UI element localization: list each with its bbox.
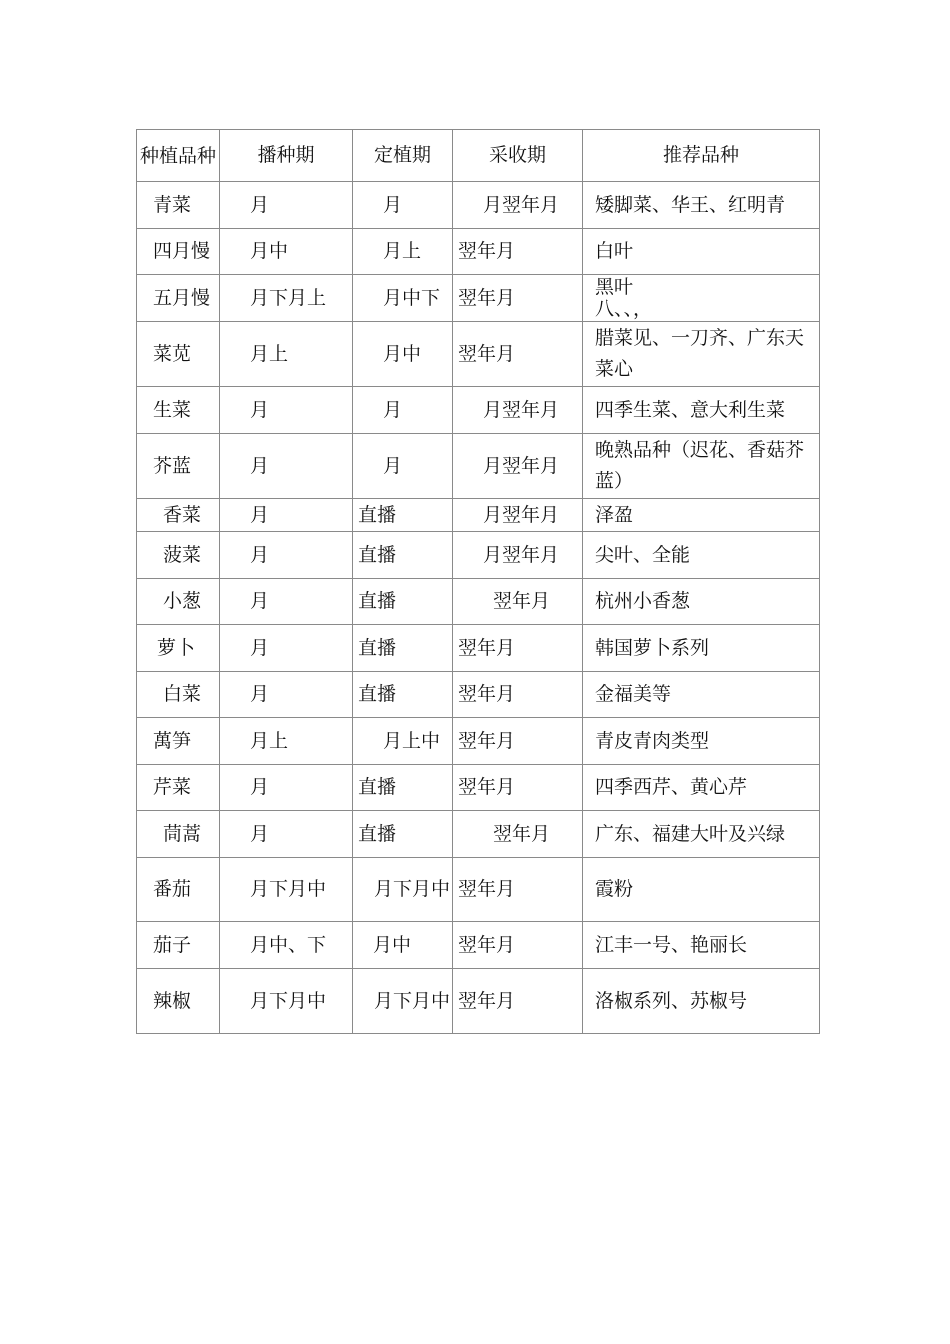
planting-cell: 月中 [353, 922, 453, 969]
planting-cell: 月中下 [353, 275, 453, 322]
planting-cell: 月下月中 [353, 858, 453, 922]
crop-cell: 萬笋 [137, 718, 220, 765]
sowing-cell: 月 [220, 499, 353, 532]
crop-cell: 番茄 [137, 858, 220, 922]
variety-cell: 韩国萝卜系列 [583, 625, 820, 672]
planting-cell: 直播 [353, 672, 453, 718]
variety-cell: 黑叶 八、、， [583, 275, 820, 322]
crop-cell: 菠菜 [137, 532, 220, 579]
sowing-cell: 月上 [220, 322, 353, 387]
harvest-cell: 月翌年月 [453, 499, 583, 532]
planting-cell: 月 [353, 387, 453, 434]
variety-cell: 晚熟品种（迟花、香菇芥蓝） [583, 434, 820, 499]
harvest-cell: 翌年月 [453, 765, 583, 811]
sowing-cell: 月 [220, 532, 353, 579]
crop-cell: 白菜 [137, 672, 220, 718]
crop-cell: 四月慢 [137, 229, 220, 275]
harvest-cell: 月翌年月 [453, 434, 583, 499]
crop-cell: 香菜 [137, 499, 220, 532]
crop-cell: 青菜 [137, 182, 220, 229]
sowing-cell: 月下月中 [220, 969, 353, 1034]
planting-cell: 月上 [353, 229, 453, 275]
harvest-cell: 翌年月 [453, 858, 583, 922]
table-row [137, 718, 820, 765]
planting-cell: 月 [353, 182, 453, 229]
sowing-cell: 月中 [220, 229, 353, 275]
crop-cell: 辣椒 [137, 969, 220, 1034]
variety-cell: 霞粉 [583, 858, 820, 922]
variety-cell: 四季西芹、黄心芹 [583, 765, 820, 811]
sowing-cell: 月 [220, 387, 353, 434]
planting-cell: 月下月中 [353, 969, 453, 1034]
table-row [137, 969, 820, 1034]
table-row [137, 579, 820, 625]
sowing-cell: 月 [220, 625, 353, 672]
header-planting: 定植期 [353, 130, 453, 182]
variety-cell: 广东、福建大叶及兴绿 [583, 811, 820, 858]
planting-cell: 直播 [353, 811, 453, 858]
variety-cell: 四季生菜、意大利生菜 [583, 387, 820, 434]
header-variety: 推荐品种 [583, 130, 820, 182]
variety-cell: 泽盈 [583, 499, 820, 532]
harvest-cell: 翌年月 [453, 625, 583, 672]
sowing-cell: 月下月上 [220, 275, 353, 322]
crop-cell: 萝卜 [137, 625, 220, 672]
harvest-cell: 月翌年月 [453, 532, 583, 579]
sowing-cell: 月 [220, 579, 353, 625]
sowing-cell: 月上 [220, 718, 353, 765]
planting-cell: 月 [353, 434, 453, 499]
crop-cell: 五月慢 [137, 275, 220, 322]
variety-cell: 青皮青肉类型 [583, 718, 820, 765]
crop-cell: 茄子 [137, 922, 220, 969]
sowing-cell: 月中、下 [220, 922, 353, 969]
variety-cell: 矮脚菜、华王、红明青 [583, 182, 820, 229]
sowing-cell: 月 [220, 434, 353, 499]
table-row [137, 532, 820, 579]
planting-cell: 月中 [353, 322, 453, 387]
table-header-row [137, 130, 820, 182]
table-row [137, 625, 820, 672]
planting-schedule-table [136, 129, 820, 1034]
variety-cell: 金福美等 [583, 672, 820, 718]
planting-cell: 直播 [353, 765, 453, 811]
variety-cell: 洛椒系列、苏椒号 [583, 969, 820, 1034]
planting-cell: 直播 [353, 625, 453, 672]
planting-cell: 月上中 [353, 718, 453, 765]
harvest-cell: 翌年月 [453, 275, 583, 322]
harvest-cell: 翌年月 [453, 922, 583, 969]
crop-cell: 芹菜 [137, 765, 220, 811]
header-sowing: 播种期 [220, 130, 353, 182]
crop-cell: 茼蒿 [137, 811, 220, 858]
harvest-cell: 翌年月 [453, 229, 583, 275]
table-row [137, 275, 820, 322]
harvest-cell: 翌年月 [453, 811, 583, 858]
harvest-cell: 翌年月 [453, 322, 583, 387]
table-row [137, 387, 820, 434]
planting-cell: 直播 [353, 499, 453, 532]
planting-cell: 直播 [353, 532, 453, 579]
sowing-cell: 月 [220, 765, 353, 811]
sowing-cell: 月下月中 [220, 858, 353, 922]
sowing-cell: 月 [220, 672, 353, 718]
crop-cell: 小葱 [137, 579, 220, 625]
harvest-cell: 翌年月 [453, 718, 583, 765]
harvest-cell: 翌年月 [453, 579, 583, 625]
harvest-cell: 翌年月 [453, 672, 583, 718]
table-row [137, 672, 820, 718]
table-row [137, 922, 820, 969]
header-crop: 种植品种 [137, 130, 220, 182]
crop-cell: 菜苋 [137, 322, 220, 387]
variety-cell: 腊菜见、一刀齐、广东天菜心 [583, 322, 820, 387]
sowing-cell: 月 [220, 811, 353, 858]
crop-cell: 芥蓝 [137, 434, 220, 499]
harvest-cell: 月翌年月 [453, 182, 583, 229]
sowing-cell: 月 [220, 182, 353, 229]
table-row [137, 434, 820, 499]
variety-cell: 白叶 [583, 229, 820, 275]
table-row [137, 229, 820, 275]
table-row [137, 765, 820, 811]
variety-cell: 杭州小香葱 [583, 579, 820, 625]
variety-cell: 尖叶、全能 [583, 532, 820, 579]
planting-cell: 直播 [353, 579, 453, 625]
table-row [137, 811, 820, 858]
table-row [137, 182, 820, 229]
table-row [137, 322, 820, 387]
harvest-cell: 翌年月 [453, 969, 583, 1034]
harvest-cell: 月翌年月 [453, 387, 583, 434]
variety-cell: 江丰一号、艳丽长 [583, 922, 820, 969]
crop-cell: 生菜 [137, 387, 220, 434]
header-harvest: 采收期 [453, 130, 583, 182]
table-row [137, 858, 820, 922]
table-row [137, 499, 820, 532]
